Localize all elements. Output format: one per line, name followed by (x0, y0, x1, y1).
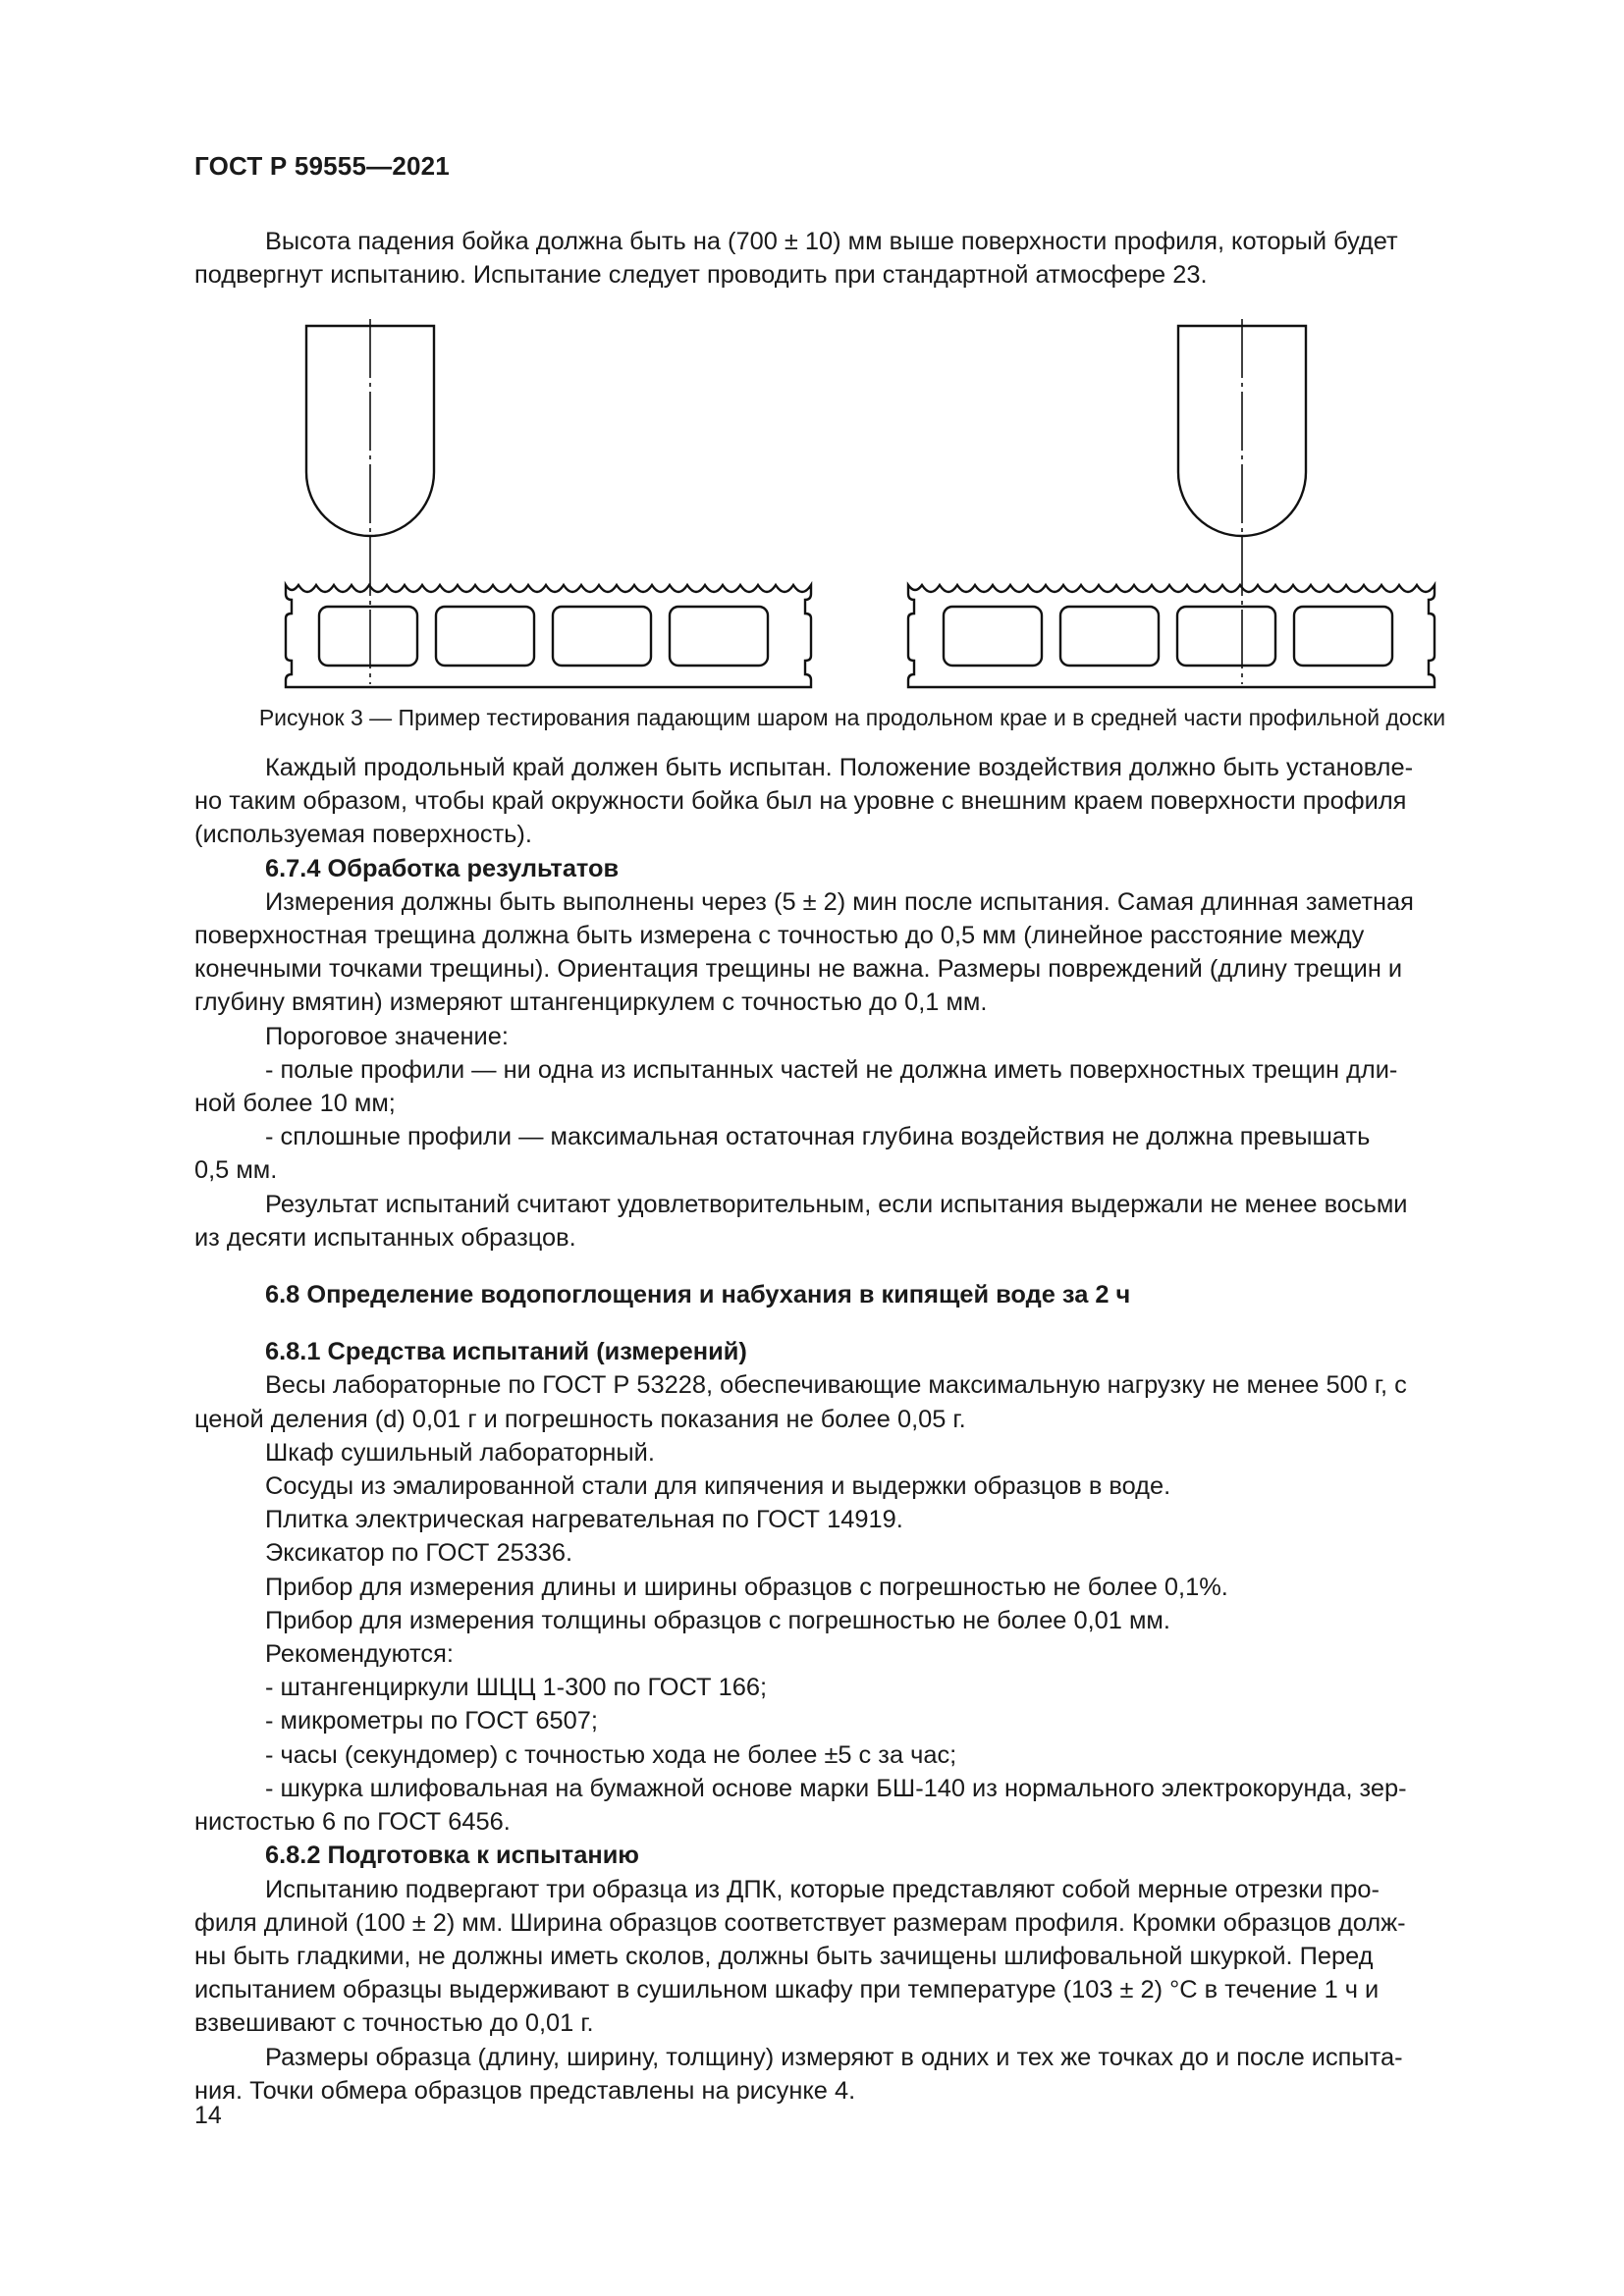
figure-caption: Рисунок 3 — Пример тестирования падающим шаром на продольном крае и в средней части профильной доски (258, 705, 1446, 730)
paragraph-line: Сосуды из эмалированной стали для кипячения и выдержки образцов в воде. (265, 1472, 1171, 1501)
paragraph-line: Размеры образца (длину, ширину, толщину) измеряют в одних и тех же точках до и после испыта- (265, 2043, 1403, 2071)
heading-text: 6.8 Определение водопоглощения и набухания в кипящей воде за 2 ч (265, 1281, 1131, 1309)
paragraph (194, 1637, 1510, 1671)
heading-text: 6.8.1 Средства испытаний (измерений) (265, 1338, 747, 1366)
paragraph-line: - шкурка шлифовальная на бумажной основе марки БШ-140 из нормального электрокорунда, зер- (265, 1774, 1407, 1802)
paragraph-line: Прибор для измерения толщины образцов с погрешностью не более 0,01 мм. (265, 1606, 1170, 1634)
paragraph (194, 751, 1510, 852)
paragraph-line: Результат испытаний считают удовлетворительным, если испытания выдержали не менее восьми (265, 1190, 1408, 1218)
paragraph-line: Испытанию подвергают три образца из ДПК, которые представляют собой мерные отрезки про- (265, 1875, 1380, 1903)
paragraph (194, 1368, 1510, 1435)
paragraph-line: ной более 10 мм; (194, 1090, 396, 1118)
paragraph-line: Прибор для измерения длины и ширины образцов с погрешностью не более 0,1%. (265, 1573, 1228, 1601)
section-heading (194, 1278, 1510, 1311)
paragraph (194, 1053, 1510, 1120)
section-heading (194, 852, 1510, 885)
paragraph-line: (используемая поверхность). (194, 821, 532, 849)
paragraph (194, 1604, 1510, 1637)
paragraph-line: филя длиной (100 ± 2) мм. Ширина образцов соответствует размерам профиля. Кромки образцов долж- (194, 1908, 1406, 1937)
paragraph (194, 885, 1510, 1020)
paragraph-line: Рекомендуются: (265, 1640, 454, 1669)
paragraph-line: ценой деления (d) 0,01 г и погрешность показания не более 0,05 г. (194, 1405, 966, 1433)
paragraph (194, 1436, 1510, 1469)
paragraph (194, 1188, 1510, 1255)
paragraph-line: - сплошные профили — максимальная остаточная глубина воздействия не должна превышать (265, 1123, 1371, 1151)
section-heading (194, 1335, 1510, 1368)
paragraph-line: Каждый продольный край должен быть испытан. Положение воздействия должно быть установле- (265, 754, 1414, 781)
paragraph-line: Пороговое значение: (265, 1022, 509, 1050)
paragraph-line: Плитка электрическая нагревательная по ГОСТ 14919. (265, 1506, 903, 1534)
paragraph (194, 1873, 1510, 2041)
paragraph (194, 1738, 1510, 1772)
paragraph-line: Весы лабораторные по ГОСТ Р 53228, обеспечивающие максимальную нагрузку не менее 500 г, с (265, 1371, 1407, 1400)
paragraph (194, 1671, 1510, 1704)
left-board-profile (286, 585, 811, 687)
paragraph-line: нистостью 6 по ГОСТ 6456. (194, 1808, 511, 1837)
paragraph (194, 1704, 1510, 1737)
paragraph-line: - часы (секундомер) с точностью хода не более ±5 с за час; (265, 1740, 957, 1769)
paragraph-line: Измерения должны быть выполнены через (5 ± 2) мин после испытания. Самая длинная заметная (265, 887, 1414, 916)
paragraph-line: - микрометры по ГОСТ 6507; (265, 1707, 598, 1735)
paragraph (194, 1536, 1510, 1570)
paragraph-line: поверхностная трещина должна быть измерена с точностью до 0,5 мм (линейное расстояние между (194, 922, 1365, 950)
paragraph (194, 1120, 1510, 1187)
paragraph (194, 1020, 1510, 1053)
section-heading (194, 1839, 1510, 1872)
paragraph (194, 1571, 1510, 1604)
heading-text: 6.8.2 Подготовка к испытанию (265, 1842, 639, 1870)
right-board-profile (908, 585, 1435, 687)
intro-line: Высота падения бойка должна быть на (700 ± 10) мм выше поверхности профиля, который будет (265, 228, 1398, 255)
paragraph-line: но таким образом, чтобы край окружности бойка был на уровне с внешним краем поверхности профиля (194, 787, 1407, 816)
paragraph (194, 1772, 1510, 1839)
section-spacer (194, 1311, 1510, 1335)
page-number: 14 (194, 2102, 222, 2129)
paragraph-line: - штангенциркули ШЦЦ 1-300 по ГОСТ 166; (265, 1674, 767, 1702)
paragraph-line: глубину вмятин) измеряют штангенциркулем с точностью до 0,1 мм. (194, 988, 988, 1017)
figure-3-drop-test-diagram (0, 0, 1624, 707)
paragraph-line: конечными точками трещины). Ориентация трещины не важна. Размеры повреждений (длину трещин и (194, 955, 1403, 984)
standard-designation: ГОСТ Р 59555—2021 (194, 151, 450, 181)
paragraph-line: взвешивают с точностью до 0,01 г. (194, 2009, 594, 2038)
paragraph-line: - полые профили — ни одна из испытанных частей не должна иметь поверхностных трещин дли- (265, 1055, 1398, 1084)
paragraph-line: испытанием образцы выдерживают в сушильном шкафу при температуре (103 ± 2) °С в течение 1 ч и (194, 1976, 1380, 2004)
paragraph (194, 1503, 1510, 1536)
paragraph (194, 1469, 1510, 1503)
paragraph-line: Эксикатор по ГОСТ 25336. (265, 1539, 573, 1568)
intro-line: подвергнут испытанию. Испытание следует проводить при стандартной атмосфере 23. (194, 261, 1208, 290)
paragraph-line: ны быть гладкими, не должны иметь сколов, должны быть зачищены шлифовальной шкуркой. Перед (194, 1942, 1374, 1970)
section-spacer (194, 1255, 1510, 1278)
body-text (194, 751, 1510, 2108)
paragraph-line: Шкаф сушильный лабораторный. (265, 1438, 655, 1467)
paragraph-line: 0,5 мм. (194, 1156, 278, 1185)
paragraph-line: ния. Точки обмера образцов представлены на рисунке 4. (194, 2076, 856, 2105)
paragraph-line: из десяти испытанных образцов. (194, 1223, 576, 1252)
heading-text: 6.7.4 Обработка результатов (265, 854, 620, 882)
paragraph (194, 2041, 1510, 2108)
